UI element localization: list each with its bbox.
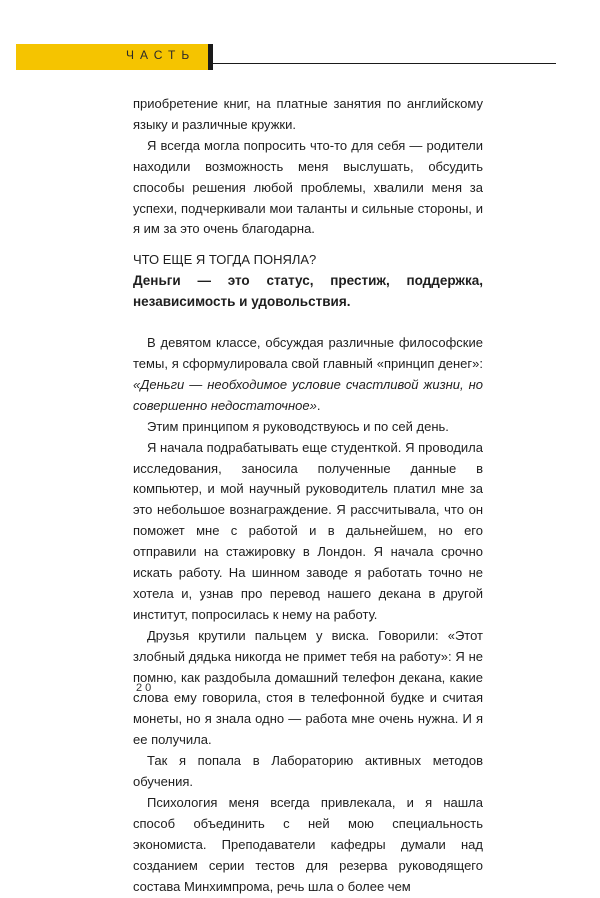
paragraph: приобретение книг, на платные занятия по английскому языку и различные кружки. — [133, 96, 483, 132]
paragraph: Я начала подрабатывать еще студенткой. Я проводила исследования, заносила полученные данные в компьютер, и мой научный руководитель платил мне за это небольшое вознаграждение. Я рассчитывала, что он поможет мне с работой и в дальнейшем, но его отправили на стажировку в Лондон. Я начала срочно искать работу. На шинном заводе я работать точно не хотела и, узнав про перевод нашего декана в другой институт, попросилась к нему на работу. — [133, 439, 483, 622]
paragraph — [133, 333, 483, 417]
section-label: ЧАСТЬ — [126, 48, 196, 62]
paragraph: Я всегда могла попросить что-то для себя — родители находили возможность меня выслушать, обсудить способы решения любой проблемы, хвалили меня за успехи, подчеркивали мои таланты и сильные стороны, и я им за это очень благодарна. — [133, 137, 483, 237]
page-body — [133, 94, 483, 898]
paragraph: Этим принципом я руководствуюсь и по сей день. — [147, 418, 449, 434]
italic-quote: «Деньги — необходимое условие счастливой жизни, но совершенно недостаточное» — [133, 376, 483, 413]
header-divider-mark — [208, 44, 213, 70]
paragraph: Так я попала в Лабораторию активных методов обучения. — [133, 753, 483, 790]
paragraph: Друзья крутили пальцем у виска. Говорили: «Этот злобный дядька никогда не примет тебя на работу»: Я не помню, как раздобыла домашний телефон декана, какие слова ему говорила, стоя в телефонной будке и считая монеты, но я знала одно — работа мне очень нужна. И я ее получила. — [133, 627, 483, 748]
paragraph-end: . — [316, 397, 321, 413]
page-number: 20 — [136, 682, 155, 694]
paragraph: Психология меня всегда привлекала, и я нашла способ объединить с ней мою специальность экономиста. Преподаватели кафедры думали над созданием серии тестов для резерва руководящего состава Минхимпрома, речь шла о более чем — [133, 795, 483, 894]
bold-statement: Деньги — это статус, престиж, поддержка, независимость и удовольствия. — [133, 273, 483, 310]
section-heading: ЧТО ЕЩЕ Я ТОГДА ПОНЯЛА? — [133, 252, 317, 268]
paragraph-text: В девятом классе, обсуждая различные философские темы, я сформулировала свой главный «принцип денег»: — [133, 335, 483, 371]
header-rule — [213, 63, 556, 64]
